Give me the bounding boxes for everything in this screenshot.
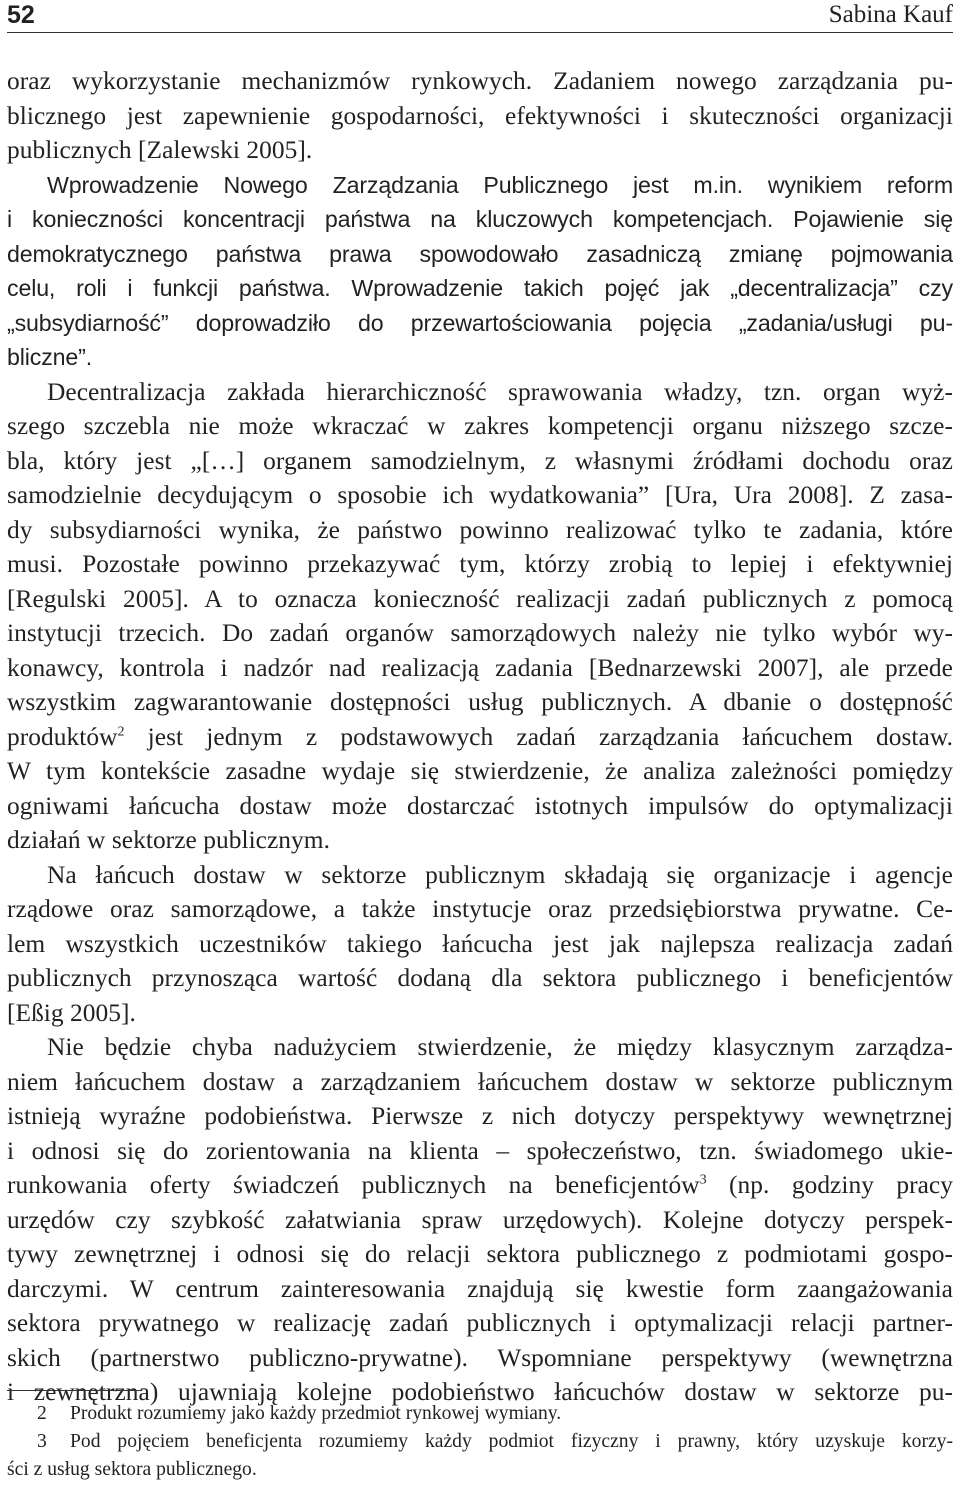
text-line: bla, który jest „[…] organem samodzielnym, z własnymi źródłami dochodu oraz [7,446,953,475]
text-line: rządowe oraz samorządowe, a także instytucje oraz przedsiębiorstwa prywatne. Ce- [7,895,953,923]
footnote-3-continued [7,1456,953,1484]
text-segment: runkowania oferty świadczeń publicznych na beneficjentów [7,1171,700,1199]
running-header [7,0,953,33]
text-line: demokratycznego państwa prawa spowodowało zasadniczą zmianę pojmowania [7,240,953,267]
text-segment: (np. godziny pracy [706,1171,953,1199]
text-line: oraz wykorzystanie mechanizmów rynkowych. Zadaniem nowego zarządzania pu- [7,67,953,95]
text-line: bliczne”. [7,344,92,370]
text-line: blicznego jest zapewnienie gospodarności, efektywności i skuteczności organizacji [7,101,953,130]
text-line [7,1168,953,1203]
text-line: publicznych przynosząca wartość dodaną dla sektora publicznego i beneficjentów [7,964,953,992]
text-line: Decentralizacja zakłada hierarchiczność sprawowania władzy, tzn. organ wyż- [47,377,953,406]
text-line: samodzielnie decydującym o sposobie ich wydatkowania” [Ura, Ura 2008]. Z zasa- [7,481,953,509]
text-line: urzędów czy szybkość załatwiania spraw urzędowych). Kolejne dotyczy perspek- [7,1205,953,1234]
text-line: [Eßig 2005]. [7,998,136,1027]
text-line: „subsydiarność” doprowadziło do przewartościowania pojęcia „zadania/usługi pu- [7,309,953,336]
text-line: i zewnętrzna) ujawniają kolejne podobieństwo łańcuchów dostaw w sektorze pu- [7,1378,953,1406]
text-line: i odnosi się do zorientowania na klienta – społeczeństwo, tzn. świadomego ukie- [7,1136,953,1165]
text-line: instytucji trzecich. Do zadań organów samorządowych należy nie tylko wybór wy- [7,619,953,647]
footnote-ref-2[interactable]: 2 [117,724,125,740]
text-line: musi. Pozostałe powinno przekazywać tym, którzy zrobią to lepiej i efektywniej [7,550,953,578]
footnote-3 [7,1428,953,1456]
text-line: Wprowadzenie Nowego Zarządzania Publicznego jest m.in. wynikiem reform [47,171,953,198]
footnote-text: ści z usług sektora publicznego. [7,1459,257,1480]
page-number: 52 [7,1,35,29]
text-line: darczymi. W centrum zainteresowania znajdują się kwestie form zaangażowania [7,1274,953,1303]
running-header-author: Sabina Kauf [828,1,953,28]
text-line: konawcy, kontrola i nadzór nad realizacją zadania [Bednarzewski 2007], ale przede [7,653,953,682]
text-line: tywy zewnętrznej i odnosi się do relacji sektora publicznego z podmiotami gospo- [7,1240,953,1268]
footnote-number: 2 [37,1403,47,1424]
text-segment: jest jednym z podstawowych zadań zarządzania łańcuchem dostaw. [124,722,953,751]
text-line: istnieją wyraźne podobieństwa. Pierwsze z nich dotyczy perspektywy wewnętrznej [7,1102,953,1130]
text-line: wszystkim zagwarantowanie dostępności usług publicznych. A dbanie o dostępność [7,688,953,716]
text-line: W tym kontekście zasadne wydaje się stwierdzenie, że analiza zależności pomiędzy [7,757,953,785]
footnotes [7,1400,953,1484]
footnote-2 [7,1400,953,1428]
text-line: i konieczności koncentracji państwa na kluczowych kompetencjach. Pojawienie się [7,206,953,232]
footnote-text: Produkt rozumiemy jako każdy przedmiot rynkowej wymiany. [70,1403,562,1424]
text-line: skich (partnerstwo publiczno-prywatne). Wspomniane perspektywy (wewnętrzna [7,1343,953,1372]
footnote-separator [7,1390,142,1391]
text-line: [Regulski 2005]. A to oznacza konieczność realizacji zadań publicznych z pomocą [7,584,953,613]
footnote-number: 3 [37,1431,47,1452]
text-line: ogniwami łańcucha dostaw może dostarczać istotnych impulsów do optymalizacji [7,791,953,820]
text-line: dy subsydiarności wynika, że państwo powinno realizować tylko te zadania, które [7,515,953,544]
text-line: Nie będzie chyba nadużyciem stwierdzenie, że między klasycznym zarządza- [47,1033,953,1061]
text-segment: produktów [7,722,118,751]
text-line: Na łańcuch dostaw w sektorze publicznym składają się organizacje i agencje [47,860,953,889]
text-line: działań w sektorze publicznym. [7,826,330,854]
text-line: szego szczebla nie może wkraczać w zakres kompetencji organu niższego szcze- [7,412,953,440]
text-line: niem łańcuchem dostaw a zarządzaniem łańcuchem dostaw w sektorze publicznym [7,1067,953,1096]
footnote-text: Pod pojęciem beneficjenta rozumiemy każdy podmiot fizyczny i prawny, który uzyskuje korzy- [70,1431,953,1452]
text-line: publicznych [Zalewski 2005]. [7,136,313,164]
text-line: celu, roli i funkcji państwa. Wprowadzenie takich pojęć jak „decentralizacja” czy [7,275,953,301]
footnote-ref-3[interactable]: 3 [699,1172,707,1188]
text-line: sektora prywatnego w realizację zadań publicznych i optymalizacji relacji partner- [7,1309,953,1337]
body-text [7,64,953,1410]
text-line: lem wszystkich uczestników takiego łańcucha jest jak najlepsza realizacja zadań [7,929,953,958]
text-line [7,720,953,755]
